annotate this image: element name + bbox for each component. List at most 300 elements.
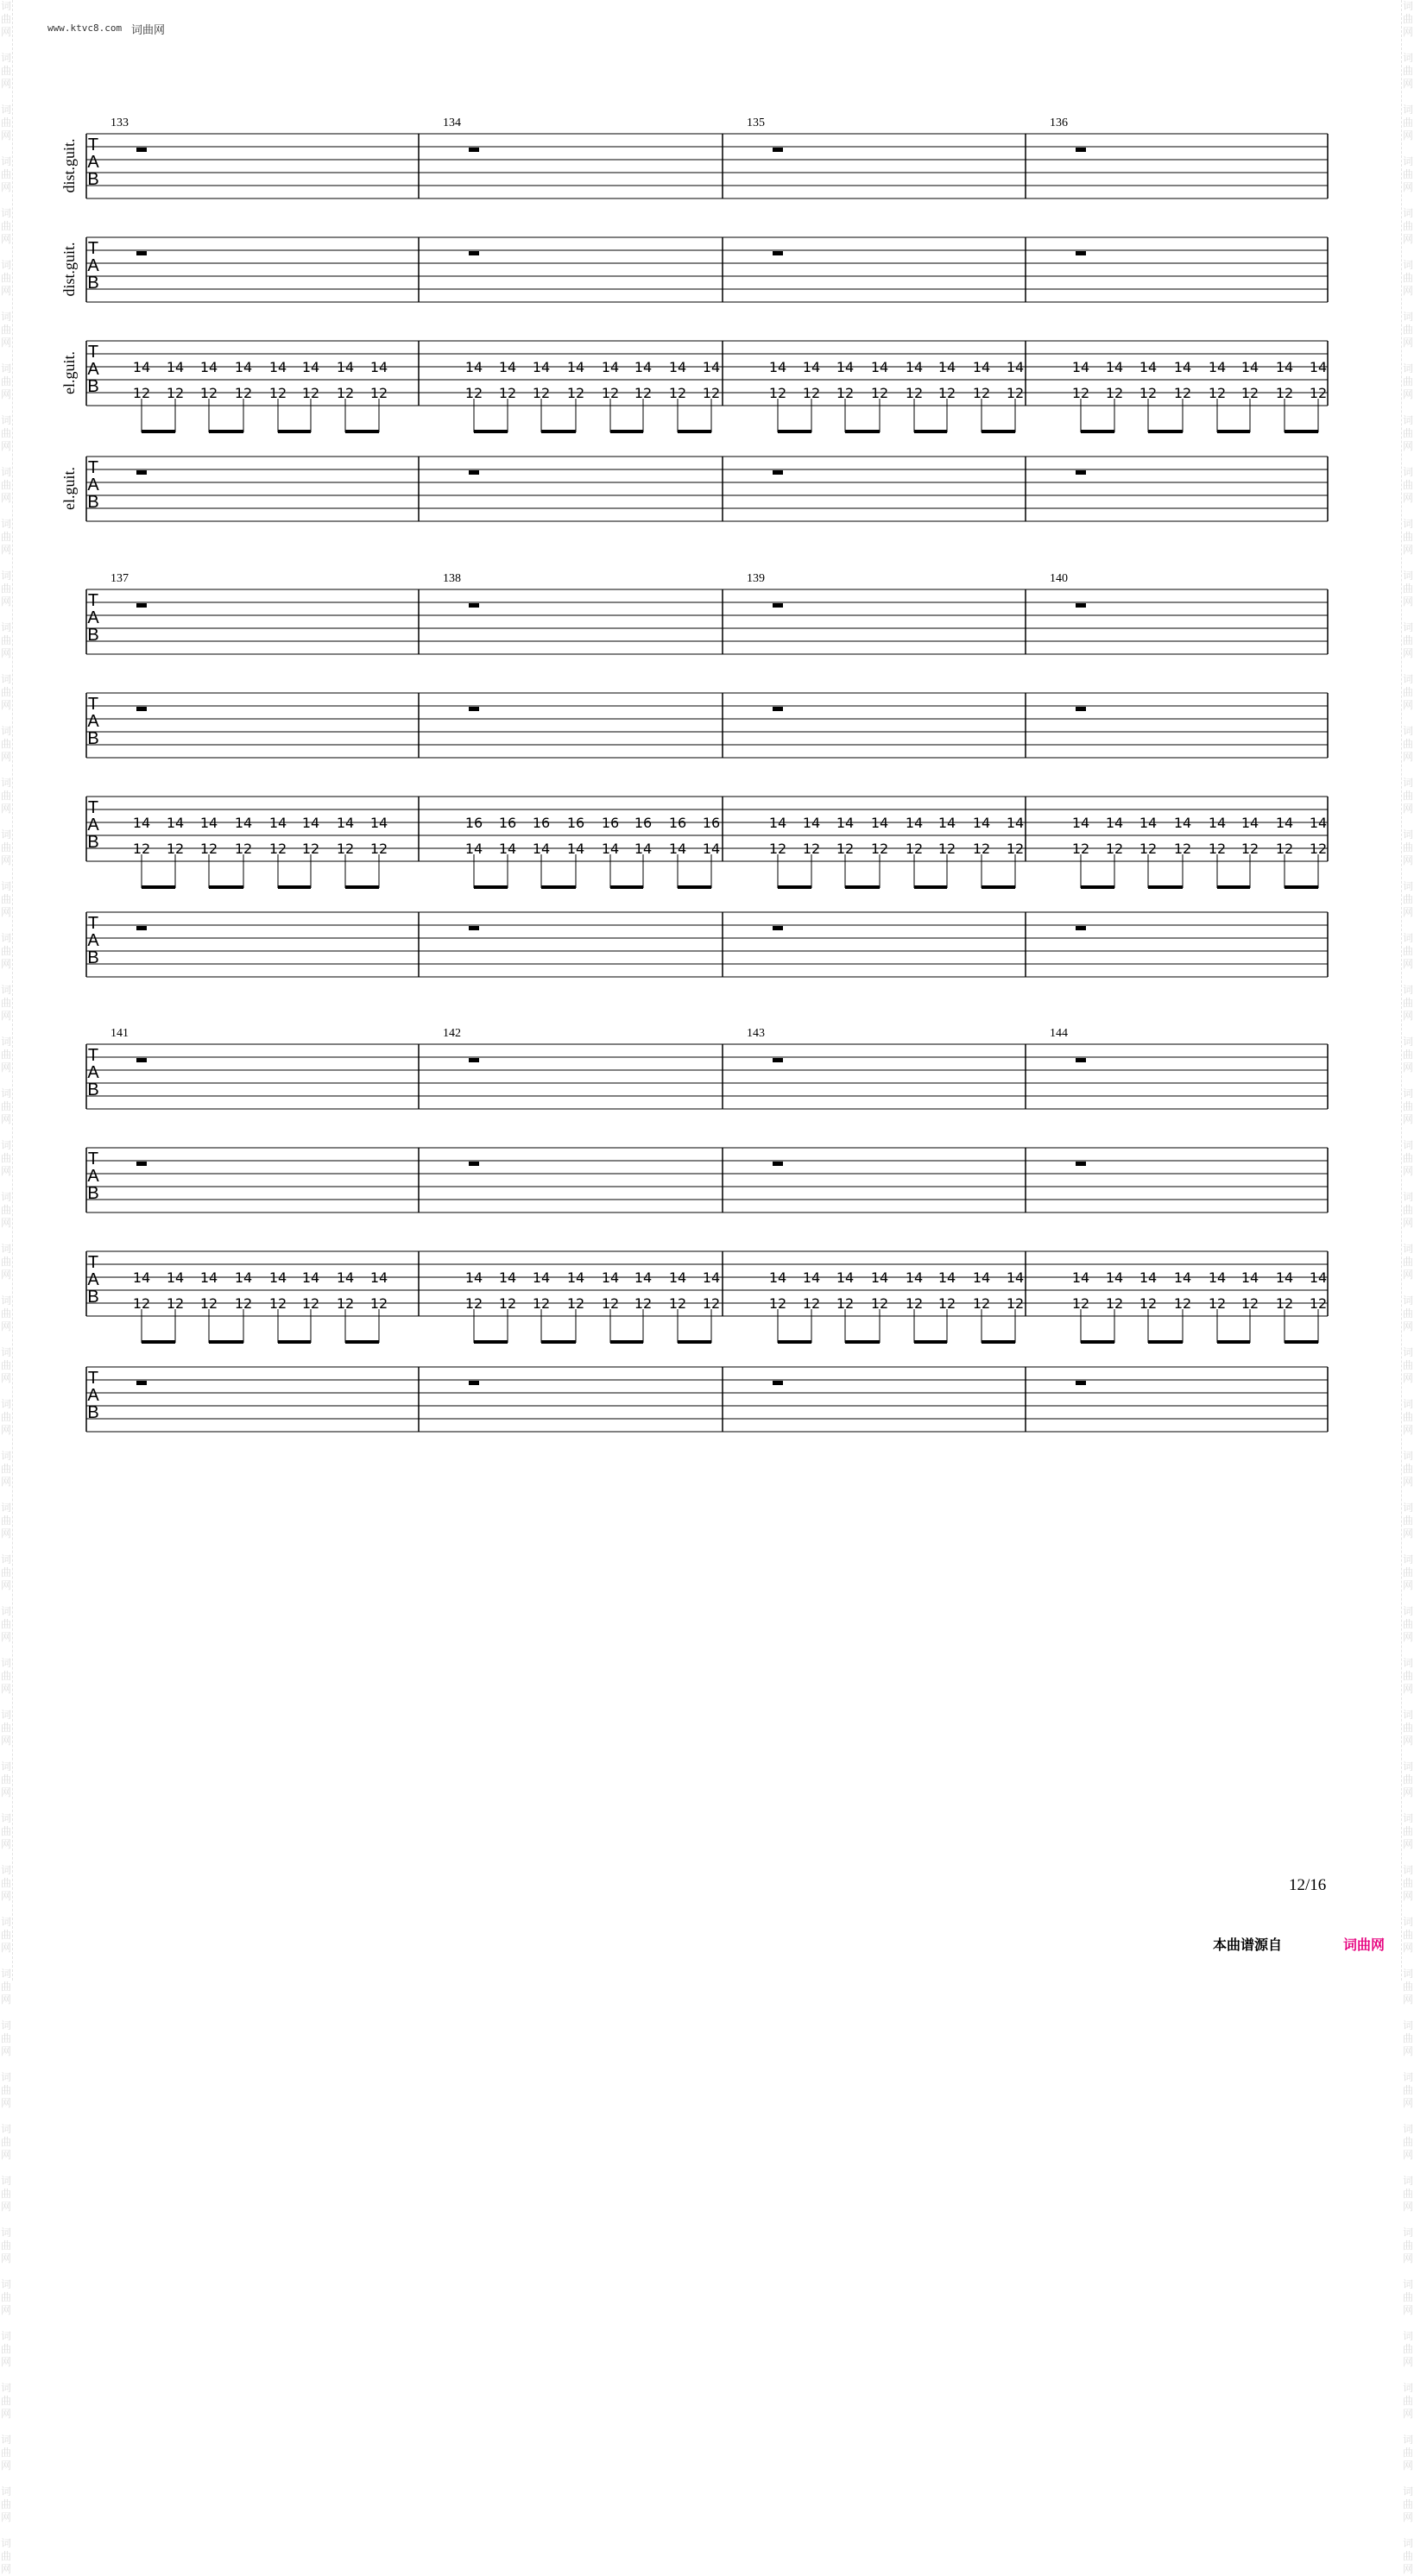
watermark-char: 网 [0,1683,11,1695]
fret-number: 12 [132,841,151,857]
watermark-char: 曲 [0,841,11,853]
fret-number: 12 [668,385,687,401]
watermark-char: 网 [0,440,11,452]
watermark-char: 词 [1402,880,1413,892]
fret-number: 16 [634,815,653,831]
fret-number: 14 [1105,1269,1124,1286]
beam [914,430,947,433]
fret-number: 14 [802,815,821,831]
watermark-char: 曲 [0,1670,11,1682]
header-url: www.ktvc8.com [47,22,123,34]
fret-number: 14 [937,1269,956,1286]
measure-number: 139 [747,572,765,585]
beam [1081,885,1114,889]
fret-number: 14 [566,1269,585,1286]
fret-number: 12 [199,1295,218,1312]
watermark-char: 词 [0,2330,11,2342]
beam [778,1340,811,1344]
watermark-char: 网 [0,1735,11,1747]
watermark-char: 曲 [1402,1825,1413,1837]
watermark-char: 词 [1402,1191,1413,1203]
watermark-char: 词 [0,1760,11,1773]
watermark-char: 词 [0,2019,11,2031]
watermark-char: 词 [1402,673,1413,685]
fret-number: 14 [601,1269,620,1286]
half-rest [136,251,147,255]
watermark-char: 网 [1402,337,1413,349]
watermark-char: 词 [1402,1450,1413,1462]
watermark-char: 词 [1402,725,1413,737]
fret-number: 14 [1006,1269,1025,1286]
tab-clef-letter: B [87,377,99,396]
watermark-char: 词 [0,2278,11,2290]
fret-number: 12 [937,1295,956,1312]
fret-number: 12 [532,1295,551,1312]
tab-clef-letter: B [87,948,99,967]
watermark-char: 词 [0,362,11,375]
fret-number: 14 [464,359,483,375]
watermark-char: 网 [0,1838,11,1850]
watermark-char: 网 [1402,2356,1413,2368]
half-rest [136,603,147,608]
beam [678,885,711,889]
fret-number: 12 [1139,841,1158,857]
watermark-char: 曲 [1402,2550,1413,2562]
watermark-char: 词 [0,1864,11,1876]
watermark-char: 曲 [1402,2188,1413,2200]
watermark-char: 网 [0,233,11,245]
fret-number: 14 [668,359,687,375]
watermark-char: 曲 [1402,1618,1413,1630]
fret-number: 14 [836,1269,855,1286]
watermark-char: 词 [1402,259,1413,271]
watermark-char: 网 [0,2149,11,2161]
fret-number: 12 [1173,841,1192,857]
tab-clef-letter: B [87,833,99,852]
watermark-char: 网 [1402,1890,1413,1902]
watermark-char: 曲 [1402,1670,1413,1682]
fret-number: 14 [1275,359,1294,375]
half-rest [773,251,783,255]
fret-number: 14 [802,1269,821,1286]
watermark-char: 词 [0,1294,11,1307]
footer-site-logo: 词曲网 [1343,1937,1386,1953]
tab-clef-letter: T [87,135,99,154]
watermark-char: 词 [0,104,11,116]
watermark-char: 词 [0,2123,11,2135]
watermark-char: 曲 [1402,1463,1413,1475]
beam [1148,1340,1183,1344]
fret-number: 12 [905,841,924,857]
watermark-char: 网 [0,2097,11,2109]
beam [982,885,1015,889]
fret-number: 12 [634,385,653,401]
fret-number: 12 [498,385,517,401]
tab-clef-letter: B [87,1080,99,1099]
fret-number: 14 [870,359,889,375]
watermark-char: 网 [1402,1372,1413,1384]
watermark-char: 网 [1402,544,1413,556]
fret-number: 12 [1173,385,1192,401]
watermark-char: 词 [0,570,11,582]
fret-number: 14 [1173,1269,1192,1286]
fret-number: 14 [464,1269,483,1286]
watermark-char: 曲 [0,790,11,802]
watermark-char: 曲 [0,2136,11,2148]
tab-clef-letter: B [87,170,99,189]
fret-number: 14 [268,1269,287,1286]
fret-number: 14 [566,359,585,375]
fret-number: 16 [566,815,585,831]
fret-number: 14 [1240,1269,1259,1286]
watermark-char: 网 [0,1165,11,1177]
watermark-char: 曲 [1402,2343,1413,2355]
half-rest [469,1162,479,1166]
watermark-char: 曲 [1402,893,1413,905]
fret-number: 12 [1105,1295,1124,1312]
watermark-char: 词 [0,0,11,12]
tab-clef-letter: B [87,626,99,645]
fret-number: 14 [668,841,687,857]
watermark-char: 网 [1402,1527,1413,1540]
watermark-char: 词 [0,259,11,271]
watermark-char: 网 [1402,803,1413,815]
watermark-char: 网 [0,1890,11,1902]
half-rest [469,1381,479,1385]
watermark-char: 网 [1402,440,1413,452]
watermark-char: 词 [0,1450,11,1462]
watermark-char: 词 [1402,1294,1413,1307]
watermark-char: 网 [0,26,11,38]
beam [345,430,379,433]
watermark-char: 词 [0,155,11,167]
fret-number: 14 [199,359,218,375]
measure-number: 133 [110,117,129,129]
watermark-char: 曲 [0,2188,11,2200]
watermark-char: 曲 [1402,117,1413,129]
watermark-char: 曲 [0,1981,11,1993]
watermark-char: 网 [1402,2252,1413,2264]
measure-number: 137 [110,572,129,585]
watermark-char: 网 [0,803,11,815]
watermark-char: 网 [1402,388,1413,400]
fret-number: 12 [702,1295,721,1312]
fret-number: 12 [905,385,924,401]
fret-number: 16 [668,815,687,831]
watermark-char: 曲 [1402,1515,1413,1527]
fret-number: 14 [532,359,551,375]
tab-clef-letter: B [87,1184,99,1203]
watermark-char: 词 [0,725,11,737]
fret-number: 14 [532,1269,551,1286]
half-rest [136,926,147,930]
watermark-char: 曲 [1402,324,1413,336]
measure-number: 141 [110,1027,129,1040]
fret-number: 12 [1208,385,1227,401]
fret-number: 12 [1105,385,1124,401]
watermark-char: 曲 [0,1256,11,1268]
fret-number: 12 [768,1295,787,1312]
watermark-char: 曲 [0,2498,11,2510]
watermark-char: 词 [1402,52,1413,64]
fret-number: 14 [905,815,924,831]
beam [142,1340,175,1344]
tab-clef-letter: B [87,274,99,293]
half-rest [136,470,147,475]
watermark-char: 网 [1402,1061,1413,1074]
beam [541,1340,576,1344]
watermark-char: 网 [0,544,11,556]
tab-clef-letter: T [87,695,99,714]
measure-number: 142 [443,1027,461,1040]
watermark-char: 曲 [1402,2291,1413,2303]
fret-number: 14 [1006,359,1025,375]
watermark-char: 曲 [1402,583,1413,595]
watermark-char: 网 [0,2563,11,2575]
fret-number: 12 [836,385,855,401]
watermark-char: 曲 [1402,2136,1413,2148]
watermark-char: 词 [0,1502,11,1514]
tab-clef-letter: T [87,914,99,933]
fret-number: 12 [802,385,821,401]
watermark-char: 曲 [0,1204,11,1216]
watermark-char: 网 [1402,958,1413,970]
fret-number: 12 [802,841,821,857]
watermark-char: 曲 [1402,2032,1413,2044]
fret-number: 14 [1208,1269,1227,1286]
fret-number: 14 [268,815,287,831]
watermark-char: 曲 [0,1515,11,1527]
watermark-char: 网 [1402,1424,1413,1436]
watermark-char: 词 [0,2071,11,2083]
fret-number: 14 [234,359,253,375]
tab-clef-letter: T [87,591,99,610]
fret-number: 14 [301,359,320,375]
watermark-char: 词 [0,52,11,64]
half-rest [469,251,479,255]
fret-number: 14 [566,841,585,857]
fret-number: 12 [870,841,889,857]
watermark-char: 词 [1402,2226,1413,2239]
fret-number: 14 [268,359,287,375]
fret-number: 14 [132,1269,151,1286]
fret-number: 14 [1071,1269,1090,1286]
fret-number: 14 [1105,815,1124,831]
beam [914,1340,947,1344]
watermark-char: 网 [0,2252,11,2264]
fret-number: 12 [532,385,551,401]
watermark-char: 曲 [0,945,11,957]
beam [142,430,175,433]
beam [142,885,175,889]
fret-number: 12 [1208,841,1227,857]
watermark-char: 曲 [0,168,11,180]
watermark-char: 词 [1402,1139,1413,1151]
watermark-char: 词 [0,1346,11,1358]
watermark-char: 曲 [1402,841,1413,853]
watermark-char: 曲 [1402,531,1413,543]
beam [610,1340,643,1344]
tab-clef-letter: A [87,1063,99,1082]
watermark-char: 网 [0,1527,11,1540]
watermark-char: 词 [1402,414,1413,426]
watermark-char: 网 [1402,2149,1413,2161]
tab-clef-letter: A [87,256,99,275]
fret-number: 12 [1071,385,1090,401]
watermark-char: 词 [1402,621,1413,633]
fret-number: 14 [1139,815,1158,831]
beam [1285,430,1318,433]
watermark-char: 曲 [1402,2447,1413,2459]
watermark-char: 网 [1402,1579,1413,1591]
watermark-char: 词 [0,1657,11,1669]
watermark-char: 曲 [1402,1411,1413,1423]
tab-clef-letter: B [87,493,99,512]
watermark-char: 曲 [1402,1773,1413,1786]
beam [345,1340,379,1344]
half-rest [773,926,783,930]
fret-number: 12 [1240,385,1259,401]
fret-number: 12 [1208,1295,1227,1312]
watermark-char: 曲 [1402,790,1413,802]
fret-number: 14 [464,841,483,857]
fret-number: 12 [870,385,889,401]
tab-clef-letter: A [87,1386,99,1405]
fret-number: 12 [601,385,620,401]
watermark-char: 曲 [0,65,11,77]
watermark-char: 网 [1402,1217,1413,1229]
beam [982,430,1015,433]
beam [1148,430,1183,433]
watermark-char: 词 [1402,2278,1413,2290]
watermark-char: 曲 [1402,997,1413,1009]
fret-number: 12 [768,841,787,857]
fret-number: 14 [1309,359,1328,375]
fret-number: 12 [166,1295,185,1312]
fret-number: 14 [836,815,855,831]
half-rest [773,1162,783,1166]
fret-number: 14 [972,1269,991,1286]
watermark-char: 网 [1402,2097,1413,2109]
watermark-char: 曲 [1402,168,1413,180]
watermark-char: 词 [1402,2485,1413,2497]
watermark-char: 网 [1402,1838,1413,1850]
watermark-char: 曲 [1402,479,1413,491]
fret-number: 14 [199,1269,218,1286]
watermark-char: 词 [1402,1657,1413,1669]
watermark-char: 词 [1402,1087,1413,1099]
watermark-char: 曲 [1402,1929,1413,1941]
fret-number: 12 [464,385,483,401]
watermark-char: 网 [0,78,11,90]
watermark-char: 词 [0,984,11,996]
watermark-char: 词 [0,1709,11,1721]
fret-number: 14 [668,1269,687,1286]
half-rest [469,603,479,608]
watermark-char: 词 [0,518,11,530]
tab-clef-letter: B [87,729,99,748]
watermark-char: 词 [0,1812,11,1824]
watermark-char: 曲 [1402,427,1413,439]
tab-clef-letter: A [87,931,99,950]
watermark-char: 词 [0,1191,11,1203]
beam [678,430,711,433]
watermark-char: 曲 [1402,2395,1413,2407]
tab-clef-letter: A [87,153,99,172]
fret-number: 12 [1240,1295,1259,1312]
watermark-char: 词 [0,673,11,685]
half-rest [773,470,783,475]
watermark-char: 词 [0,466,11,478]
watermark-char: 词 [1402,1502,1413,1514]
half-rest [469,707,479,711]
fret-number: 14 [498,359,517,375]
fret-number: 12 [199,841,218,857]
fret-number: 14 [702,359,721,375]
watermark-char: 词 [1402,104,1413,116]
beam [541,885,576,889]
watermark-char: 曲 [0,1152,11,1164]
fret-number: 12 [301,385,320,401]
fret-number: 12 [802,1295,821,1312]
fret-number: 12 [369,385,388,401]
watermark-char: 网 [0,337,11,349]
watermark-char: 词 [1402,2123,1413,2135]
fret-number: 12 [1006,841,1025,857]
watermark-char: 网 [1402,78,1413,90]
watermark-char: 网 [0,1786,11,1798]
fret-number: 12 [1006,1295,1025,1312]
watermark-char: 网 [1402,181,1413,193]
watermark-char: 词 [1402,2019,1413,2031]
watermark-char: 词 [1402,2382,1413,2394]
half-rest [1076,1381,1086,1385]
half-rest [1076,1058,1086,1062]
watermark-char: 词 [1402,2434,1413,2446]
watermark-char: 词 [0,207,11,219]
fret-number: 12 [634,1295,653,1312]
watermark-char: 网 [1402,1165,1413,1177]
fret-number: 14 [937,815,956,831]
watermark-char: 曲 [0,2032,11,2044]
fret-number: 14 [972,359,991,375]
watermark-char: 曲 [1402,1722,1413,1734]
tab-clef-letter: B [87,1288,99,1307]
fret-number: 12 [937,385,956,401]
watermark-char: 词 [1402,1243,1413,1255]
fret-number: 14 [369,359,388,375]
watermark-char: 曲 [1402,1049,1413,1061]
fret-number: 12 [132,385,151,401]
watermark-char: 曲 [0,1566,11,1578]
watermark-char: 词 [0,1605,11,1617]
watermark-char: 词 [1402,207,1413,219]
watermark-char: 网 [0,181,11,193]
fret-number: 14 [1309,815,1328,831]
watermark-char: 曲 [1402,272,1413,284]
watermark-char: 曲 [0,2291,11,2303]
beam [845,885,880,889]
watermark-char: 曲 [1402,65,1413,77]
watermark-char: 词 [1402,311,1413,323]
watermark-char: 网 [1402,854,1413,866]
watermark-char: 曲 [1402,1566,1413,1578]
watermark-char: 曲 [0,2550,11,2562]
watermark-char: 曲 [0,1359,11,1371]
watermark-char: 词 [0,1139,11,1151]
fret-number: 14 [166,1269,185,1286]
watermark-char: 词 [1402,828,1413,841]
